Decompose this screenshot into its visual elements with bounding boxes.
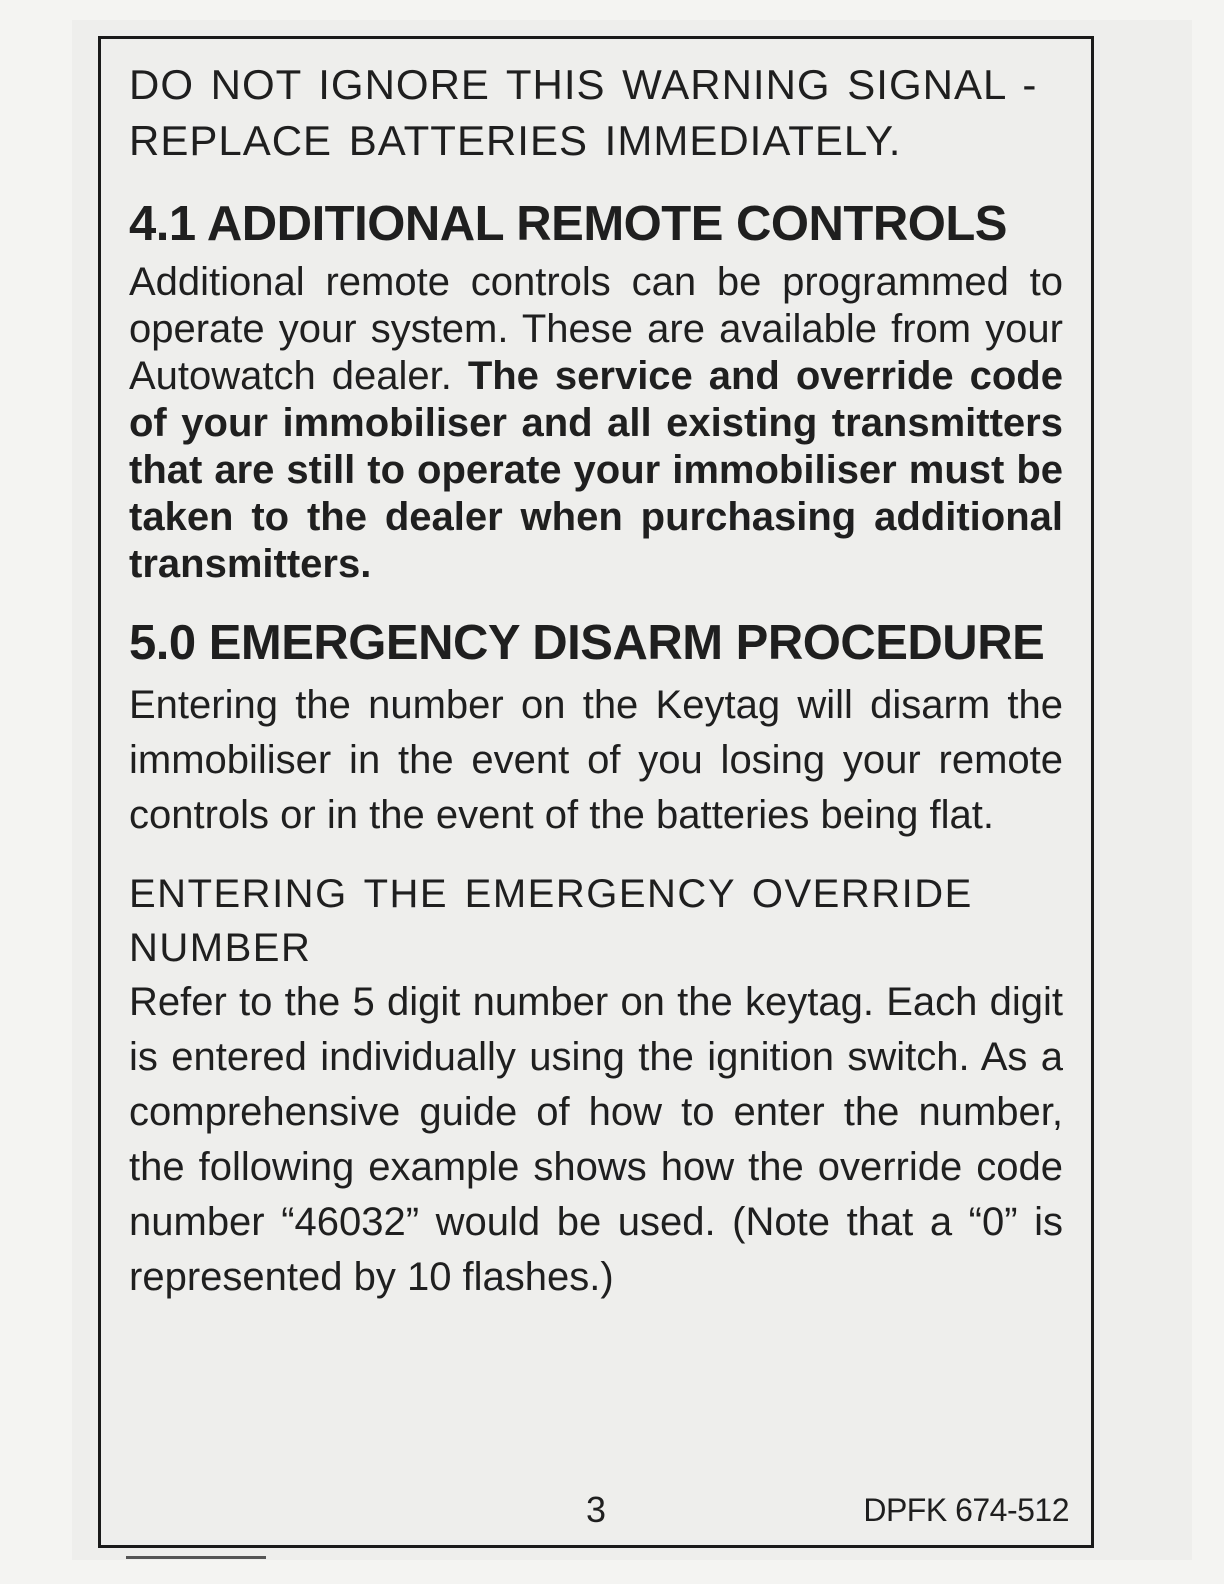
section-5-0-heading: 5.0 EMERGENCY DISARM PROCEDURE bbox=[129, 616, 1045, 670]
override-subheading: ENTERING THE EMERGENCY OVERRIDE NUMBER bbox=[129, 872, 973, 970]
warning-line-1: DO NOT IGNORE THIS WARNING SIGNAL - bbox=[129, 61, 1038, 108]
footer-rule bbox=[126, 1556, 266, 1559]
page-frame bbox=[98, 36, 1094, 1548]
section-4-1-text: Additional remote controls can be programmed to operate your system. These are available from your Autowatch dealer. bbox=[129, 260, 1063, 398]
warning-line-2: REPLACE BATTERIES IMMEDIATELY. bbox=[129, 117, 902, 164]
section-5-0-paragraph: Entering the number on the Keytag will disarm the immobiliser in the event of you losing your remote controls or in the event of the batteries being flat. bbox=[129, 683, 1063, 837]
section-4-1-bold-text: The service and override code of your immobiliser and all existing transmitters that are still to operate your immobiliser must be taken to the dealer when purchasing additional transmitters. bbox=[129, 354, 1063, 586]
override-paragraph: Refer to the 5 digit number on the keytag. Each digit is entered individually using the ignition switch. As a comprehensive guide of how to enter the number, the following example shows how the override code number “46032” would be used. (Note that a “0” is represented by 10 flashes.) bbox=[129, 980, 1063, 1299]
document-code: DPFK 674-512 bbox=[863, 1492, 1069, 1528]
section-4-1-heading: 4.1 ADDITIONAL REMOTE CONTROLS bbox=[129, 197, 1007, 251]
page-content bbox=[129, 57, 1063, 1305]
page-number: 3 bbox=[585, 1489, 607, 1530]
section-4-1-paragraph bbox=[129, 259, 1063, 588]
battery-warning bbox=[129, 57, 1063, 169]
